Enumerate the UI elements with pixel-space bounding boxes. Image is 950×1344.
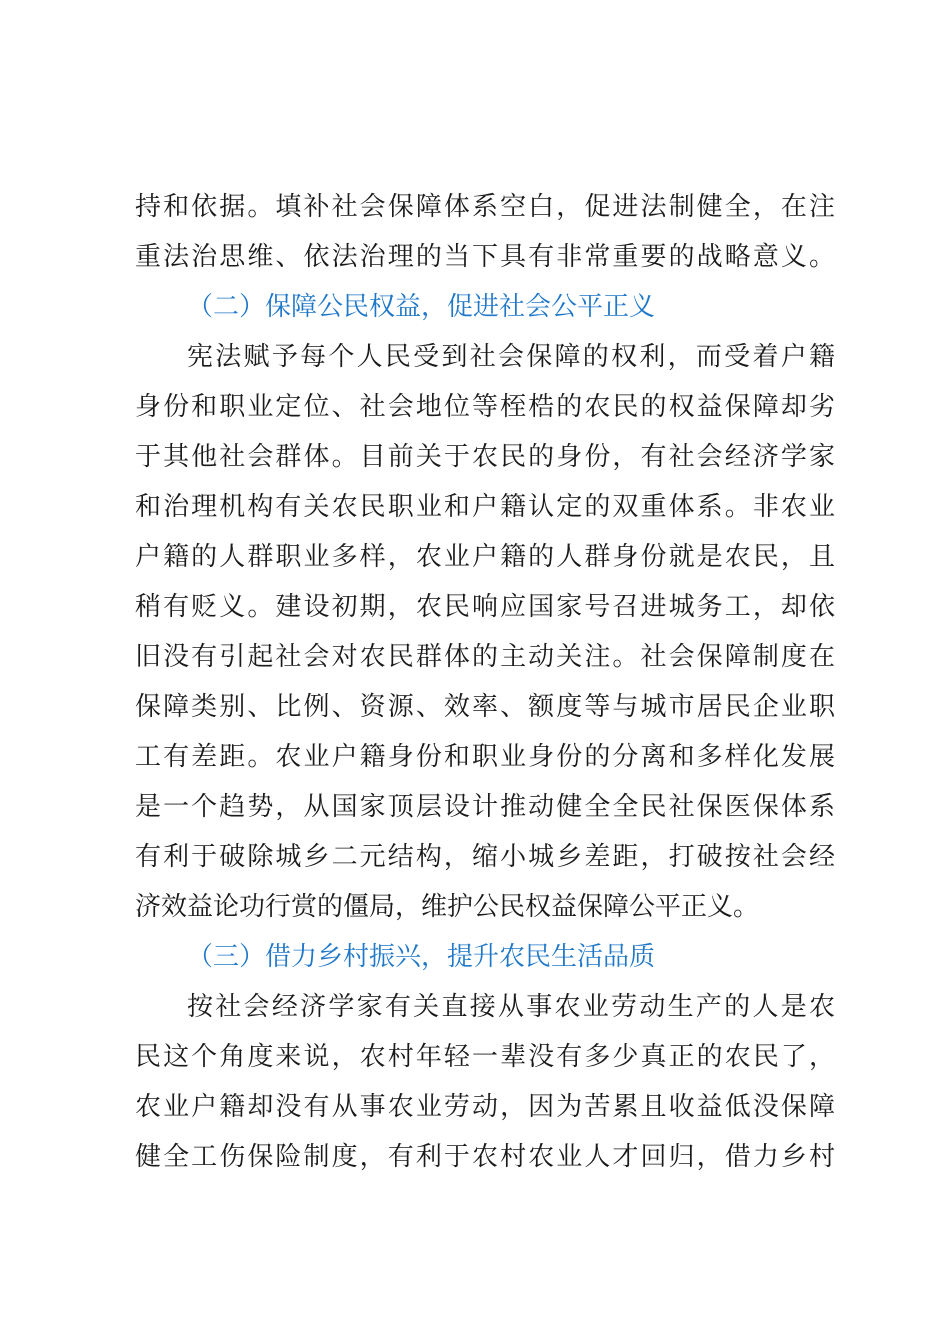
text-line: 农业户籍却没有从事农业劳动，因为苦累且收益低没保障 [135,1092,835,1122]
text-line: 稍有贬义。建设初期，农民响应国家号召进城务工，却依 [135,592,835,622]
paragraph-first-line: 按社会经济学家有关直接从事农业劳动生产的人是农 [187,992,835,1022]
text-line: 持和依据。填补社会保障体系空白，促进法制健全，在注 [135,192,835,222]
section-heading: （二）保障公民权益，促进社会公平正义 [187,292,656,322]
text-line: 和治理机构有关农民职业和户籍认定的双重体系。非农业 [135,492,835,522]
text-line: 有利于破除城乡二元结构，缩小城乡差距，打破按社会经 [135,842,835,872]
document-body [135,182,835,1182]
text-line: 工有差距。农业户籍身份和职业身份的分离和多样化发展 [135,742,835,772]
text-line: 重法治思维、依法治理的当下具有非常重要的战略意义。 [135,242,835,272]
text-line: 民这个角度来说，农村年轻一辈没有多少真正的农民了， [135,1042,835,1072]
text-line: 健全工伤保险制度，有利于农村农业人才回归，借力乡村 [135,1142,835,1172]
text-line: 济效益论功行赏的僵局，维护公民权益保障公平正义。 [135,892,760,922]
paragraph-first-line: 宪法赋予每个人民受到社会保障的权利，而受着户籍 [187,342,835,372]
text-line: 身份和职业定位、社会地位等桎梏的农民的权益保障却劣 [135,392,835,422]
text-line: 户籍的人群职业多样，农业户籍的人群身份就是农民，且 [135,542,835,572]
text-line: 旧没有引起社会对农民群体的主动关注。社会保障制度在 [135,642,835,672]
text-line: 是一个趋势，从国家顶层设计推动健全全民社保医保体系 [135,792,835,822]
section-heading: （三）借力乡村振兴，提升农民生活品质 [187,942,656,972]
text-line: 于其他社会群体。目前关于农民的身份，有社会经济学家 [135,442,835,472]
text-line: 保障类别、比例、资源、效率、额度等与城市居民企业职 [135,692,835,722]
